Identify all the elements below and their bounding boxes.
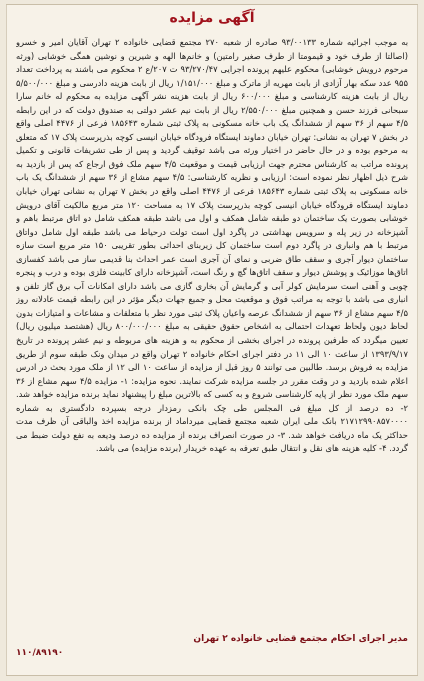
newspaper-clipping <box>6 4 418 676</box>
notice-body: به موجب اجرائیه شماره ۹۳/۰۰۱۳۳ صادره از شعبه ۲۷۰ مجتمع قضایی خانواده ۲ تهران آقایان امیر و خسرو (اصالتا از طرف خود و قیمومتا از طرف صغیر رامتین) و خانم‌ها الهه و شیرین و نوشین همگی خوشابی (ورثه مرحوم درویش خوشابی) محکوم علیهم پرونده اجرایی ۹۳/۲۷۰/۴۷ ت ۲۰۷/ع ۲ محکوم می باشند به پرداخت تعداد ۹۵۵ عدد سکه بهار آزادی از بابت مهریه از ماترک و مبلغ ۱/۱۵۱/۰۰۰ ریال از بابت هزینه دادرسی و مبلغ ۵/۵۰۰/۰۰۰ ریال از بابت هزینه کارشناسی و مبلغ ۶۰۰/۰۰۰ ریال از بابت هزینه نشر آگهی مزایده به محکوم له خانم سارا سبحانی فرزند حسن و همچنین مبلغ ۲/۵۵۰/۰۰۰ ریال از بابت نیم عشر دولتی به صندوق دولت که در این رابطه ۴/۵ سهم از ۳۶ سهم از ششدانگ یک باب خانه مسکونی به پلاک ثبتی شماره ۱۸۵۶۴۳ فرعی از ۴۴۷۶ اصلی واقع در بخش ۷ تهران به نشانی: تهران خیابان دماوند ایستگاه فرودگاه خیابان انیسی کوچه بذرپرست پلاک ۱۷ که متعلق به مرحوم بوده و در حال حاضر در اختیار ورثه می باشد توقیف گردید و پس از طی تشریفات قانونی و تکمیل پرونده مراتب به کارشناس محترم جهت ارزیابی قیمت و موقعیت ۴/۵ سهم ملک فوق ارجاع که پس از بازدید به شرح ذیل اظهار نظر نموده است: ارزیابی و نظریه کارشناسی: ۴/۵ سهم مشاع از ۳۶ سهم از ششدانگ یک باب خانه مسکونی به پلاک ثبتی شماره ۱۸۵۶۴۳ فرعی از ۴۴۷۶ اصلی واقع در بخش ۷ تهران به نشانی تهران خیابان دماوند ایستگاه فرودگاه خیابان انیسی کوچه بذرپرست پلاک ۱۷ به مساحت ۱۲۰ متر مربع مالکیت آقای درویش خوشابی بصورت یک ساختمان دو طبقه شامل همکف و اول می باشد طبقه همکف شامل دو اتاق مرتبط باهم و آشپزخانه در زیر پله و سرویس بهداشتی در پاگرد اول است تولت درحیاط می باشد طبقه اول شامل دواتاق مرتبط با هم وانباری در پاگرد دوم است ساختمان کل زیربنای احداثی بطور تقریبی ۱۵۰ متر مربع است سازه ساختمان دیوار آجری و سقف طاق ضربی و نمای آن آجری است عمر احداث بنا قدیمی ساز می باشد کفسازی اتاق‌ها موزائیک و پوشش دیوار و سقف اتاق‌ها گچ و رنگ است، آشپزخانه دارای کابینت فلزی بوده و درب و پنجره چوبی و آهنی است سرمایش کولر آبی و گرمایش آن بخاری گازی می باشد دارای امکانات آب برق گاز تلفن و انباری می باشد با توجه به مراتب فوق و موقعیت محل و جمیع جهات دیگر مؤثر در این رابطه قیمت عادلانه روز ۴/۵ سهم مشاع از ۳۶ سهم از ششدانگ عرصه واعیان پلاک ثبتی مورد نظر با متعلقات و مشاعات و امتیازات بدون لحاظ دیون ولحاظ تعهدات احتمالی به اشخاص حقوق حقیقی به مبلغ ۸۰۰/۰۰۰/۰۰۰ ریال (هشتصد میلیون ریال) تعیین میگردد که طرفین پرونده در اجرای بخشی از محکوم به و هزینه های مربوطه و نیم عشر پرونده در تاریخ ۱۳۹۳/۹/۱۷ از ساعت ۱۰ الی ۱۱ در دفتر اجرای احکام خانواده ۲ تهران واقع در میدان ونک طبقه سوم از طریق مزایده به فروش برسد. طالبین می توانند ۵ روز قبل از مزایده از ساعت ۱۰ الی ۱۲ از ملک مورد بحث در ادرس اعلام شده بازدید و در وقت مقرر در جلسه مزایده شرکت نمایند. نحوه مزایده: ۱- مزایده ۴/۵ سهم مشاع از ۳۶ سهم ملک مورد نظر از پایه کارشناسی شروع و به کسی که بالاترین مبلغ را پیشنهاد نماید برنده مزایده خواهد شد. ۲- ده درصد از کل مبلغ فی المجلس طی چک بانکی رمزدار درجه بسپرده دادگستری به شماره ۲۱۷۱۲۹۹۰۸۵۷۰۰۰۰ بانک ملی ایران شعبه مجتمع قضایی میرداماد از برنده مزایده اخذ والباقی آن ظرف مدت حداکثر یک ماه دریافت خواهد شد. ۳- در صورت انصراف برنده از مزایده ده درصد ودیعه به نفع دولت ضبط می گردد. ۴- کلیه هزینه های نقل و انتقال طبق تعرفه به عهده خریدار (برنده مزایده) می باشد. <box>16 37 408 454</box>
notice-title: آگهی مزایده <box>169 10 255 26</box>
bottom-border <box>6 675 418 676</box>
notice-footer <box>16 634 408 658</box>
notice-code: ۱۱۰/۸۹۱۹۰ <box>16 648 64 658</box>
notice-header <box>6 4 418 34</box>
notice-signature: مدیر اجرای احکام مجتمع قضایی خانواده ۲ تهران <box>193 634 408 644</box>
